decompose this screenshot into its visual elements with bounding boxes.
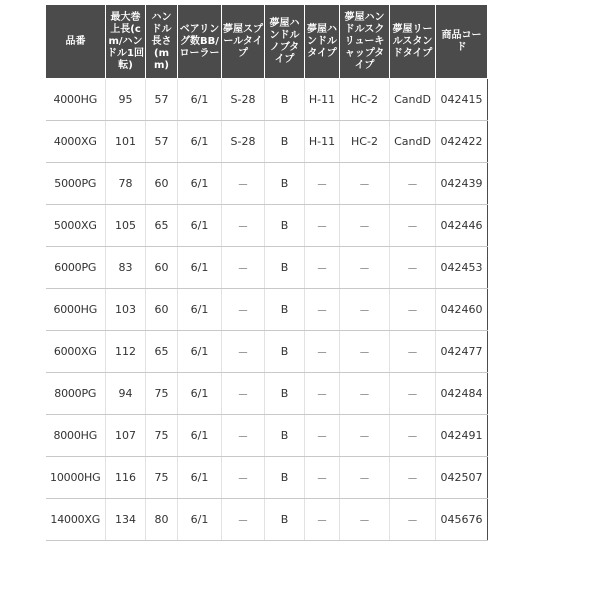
cell-model: 4000XG [46, 121, 106, 163]
header-spool-type: 夢屋スプールタイプ [222, 5, 265, 79]
cell-reel-stand-type: － [390, 163, 436, 205]
cell-model: 6000PG [46, 247, 106, 289]
cell-knob-type: B [265, 121, 305, 163]
cell-bearings: 6/1 [178, 499, 222, 541]
cell-screw-cap-type: － [340, 457, 390, 499]
cell-handle-length: 75 [146, 457, 178, 499]
cell-bearings: 6/1 [178, 247, 222, 289]
cell-model: 6000XG [46, 331, 106, 373]
cell-knob-type: B [265, 163, 305, 205]
cell-spool-type: － [222, 415, 265, 457]
cell-product-code: 042507 [436, 457, 488, 499]
cell-max-retrieve: 94 [106, 373, 146, 415]
spec-table-body [46, 79, 488, 541]
cell-product-code: 042491 [436, 415, 488, 457]
spec-table [45, 4, 488, 541]
cell-handle-type: － [305, 331, 340, 373]
spec-table-container [45, 4, 488, 541]
header-knob-type: 夢屋ハンドルノブタイプ [265, 5, 305, 79]
cell-reel-stand-type: CandD [390, 79, 436, 121]
cell-knob-type: B [265, 373, 305, 415]
cell-reel-stand-type: － [390, 415, 436, 457]
cell-spool-type: － [222, 247, 265, 289]
table-row [46, 121, 488, 163]
cell-handle-length: 60 [146, 163, 178, 205]
cell-model: 8000HG [46, 415, 106, 457]
cell-max-retrieve: 116 [106, 457, 146, 499]
cell-spool-type: S-28 [222, 79, 265, 121]
cell-model: 6000HG [46, 289, 106, 331]
cell-product-code: 042422 [436, 121, 488, 163]
cell-model: 10000HG [46, 457, 106, 499]
cell-handle-type: H-11 [305, 79, 340, 121]
cell-screw-cap-type: HC-2 [340, 121, 390, 163]
cell-bearings: 6/1 [178, 457, 222, 499]
cell-max-retrieve: 112 [106, 331, 146, 373]
header-handle-length: ハンドル長さ(mm) [146, 5, 178, 79]
cell-bearings: 6/1 [178, 79, 222, 121]
cell-handle-type: － [305, 499, 340, 541]
table-row [46, 331, 488, 373]
cell-handle-type: － [305, 289, 340, 331]
cell-product-code: 042439 [436, 163, 488, 205]
cell-model: 5000XG [46, 205, 106, 247]
cell-spool-type: － [222, 163, 265, 205]
cell-screw-cap-type: HC-2 [340, 79, 390, 121]
cell-handle-type: － [305, 163, 340, 205]
cell-reel-stand-type: － [390, 457, 436, 499]
cell-handle-length: 65 [146, 331, 178, 373]
cell-max-retrieve: 101 [106, 121, 146, 163]
header-row [46, 5, 488, 79]
cell-handle-length: 60 [146, 247, 178, 289]
cell-bearings: 6/1 [178, 331, 222, 373]
cell-product-code: 042453 [436, 247, 488, 289]
header-reel-stand-type: 夢屋リールスタンドタイプ [390, 5, 436, 79]
cell-spool-type: － [222, 205, 265, 247]
cell-handle-type: － [305, 247, 340, 289]
cell-knob-type: B [265, 247, 305, 289]
cell-screw-cap-type: － [340, 163, 390, 205]
cell-spool-type: S-28 [222, 121, 265, 163]
cell-knob-type: B [265, 331, 305, 373]
cell-max-retrieve: 83 [106, 247, 146, 289]
table-row [46, 79, 488, 121]
cell-reel-stand-type: － [390, 331, 436, 373]
cell-spool-type: － [222, 373, 265, 415]
cell-product-code: 042460 [436, 289, 488, 331]
cell-handle-length: 57 [146, 121, 178, 163]
cell-model: 8000PG [46, 373, 106, 415]
cell-handle-type: － [305, 373, 340, 415]
cell-knob-type: B [265, 289, 305, 331]
cell-handle-length: 60 [146, 289, 178, 331]
header-handle-type: 夢屋ハンドルタイプ [305, 5, 340, 79]
cell-knob-type: B [265, 499, 305, 541]
cell-model: 5000PG [46, 163, 106, 205]
cell-bearings: 6/1 [178, 121, 222, 163]
cell-product-code: 042484 [436, 373, 488, 415]
cell-bearings: 6/1 [178, 289, 222, 331]
table-row [46, 247, 488, 289]
cell-handle-type: － [305, 415, 340, 457]
cell-handle-type: H-11 [305, 121, 340, 163]
cell-product-code: 042415 [436, 79, 488, 121]
spec-table-head [46, 5, 488, 79]
header-model: 品番 [46, 5, 106, 79]
cell-reel-stand-type: CandD [390, 121, 436, 163]
header-bearings: ベアリング数BB/ローラー [178, 5, 222, 79]
cell-max-retrieve: 95 [106, 79, 146, 121]
cell-product-code: 045676 [436, 499, 488, 541]
cell-screw-cap-type: － [340, 499, 390, 541]
cell-screw-cap-type: － [340, 331, 390, 373]
cell-reel-stand-type: － [390, 205, 436, 247]
cell-handle-length: 75 [146, 415, 178, 457]
table-row [46, 415, 488, 457]
cell-bearings: 6/1 [178, 373, 222, 415]
cell-handle-length: 80 [146, 499, 178, 541]
cell-spool-type: － [222, 457, 265, 499]
table-row [46, 205, 488, 247]
cell-handle-length: 65 [146, 205, 178, 247]
cell-reel-stand-type: － [390, 247, 436, 289]
header-product-code: 商品コード [436, 5, 488, 79]
cell-reel-stand-type: － [390, 373, 436, 415]
header-screw-cap-type: 夢屋ハンドルスクリューキャップタイプ [340, 5, 390, 79]
cell-knob-type: B [265, 457, 305, 499]
table-row [46, 373, 488, 415]
cell-max-retrieve: 107 [106, 415, 146, 457]
cell-model: 14000XG [46, 499, 106, 541]
cell-product-code: 042446 [436, 205, 488, 247]
table-row [46, 499, 488, 541]
table-row [46, 163, 488, 205]
cell-screw-cap-type: － [340, 289, 390, 331]
table-row [46, 457, 488, 499]
cell-screw-cap-type: － [340, 205, 390, 247]
cell-reel-stand-type: － [390, 289, 436, 331]
cell-handle-type: － [305, 457, 340, 499]
table-row [46, 289, 488, 331]
cell-bearings: 6/1 [178, 163, 222, 205]
cell-handle-length: 75 [146, 373, 178, 415]
cell-knob-type: B [265, 415, 305, 457]
cell-spool-type: － [222, 289, 265, 331]
cell-spool-type: － [222, 331, 265, 373]
cell-screw-cap-type: － [340, 247, 390, 289]
cell-handle-length: 57 [146, 79, 178, 121]
cell-model: 4000HG [46, 79, 106, 121]
header-max-retrieve: 最大巻上長(cm/ハンドル1回転) [106, 5, 146, 79]
cell-max-retrieve: 105 [106, 205, 146, 247]
cell-knob-type: B [265, 205, 305, 247]
cell-handle-type: － [305, 205, 340, 247]
cell-screw-cap-type: － [340, 373, 390, 415]
cell-screw-cap-type: － [340, 415, 390, 457]
cell-knob-type: B [265, 79, 305, 121]
cell-bearings: 6/1 [178, 205, 222, 247]
cell-max-retrieve: 103 [106, 289, 146, 331]
cell-reel-stand-type: － [390, 499, 436, 541]
cell-max-retrieve: 78 [106, 163, 146, 205]
cell-product-code: 042477 [436, 331, 488, 373]
cell-spool-type: － [222, 499, 265, 541]
cell-max-retrieve: 134 [106, 499, 146, 541]
cell-bearings: 6/1 [178, 415, 222, 457]
